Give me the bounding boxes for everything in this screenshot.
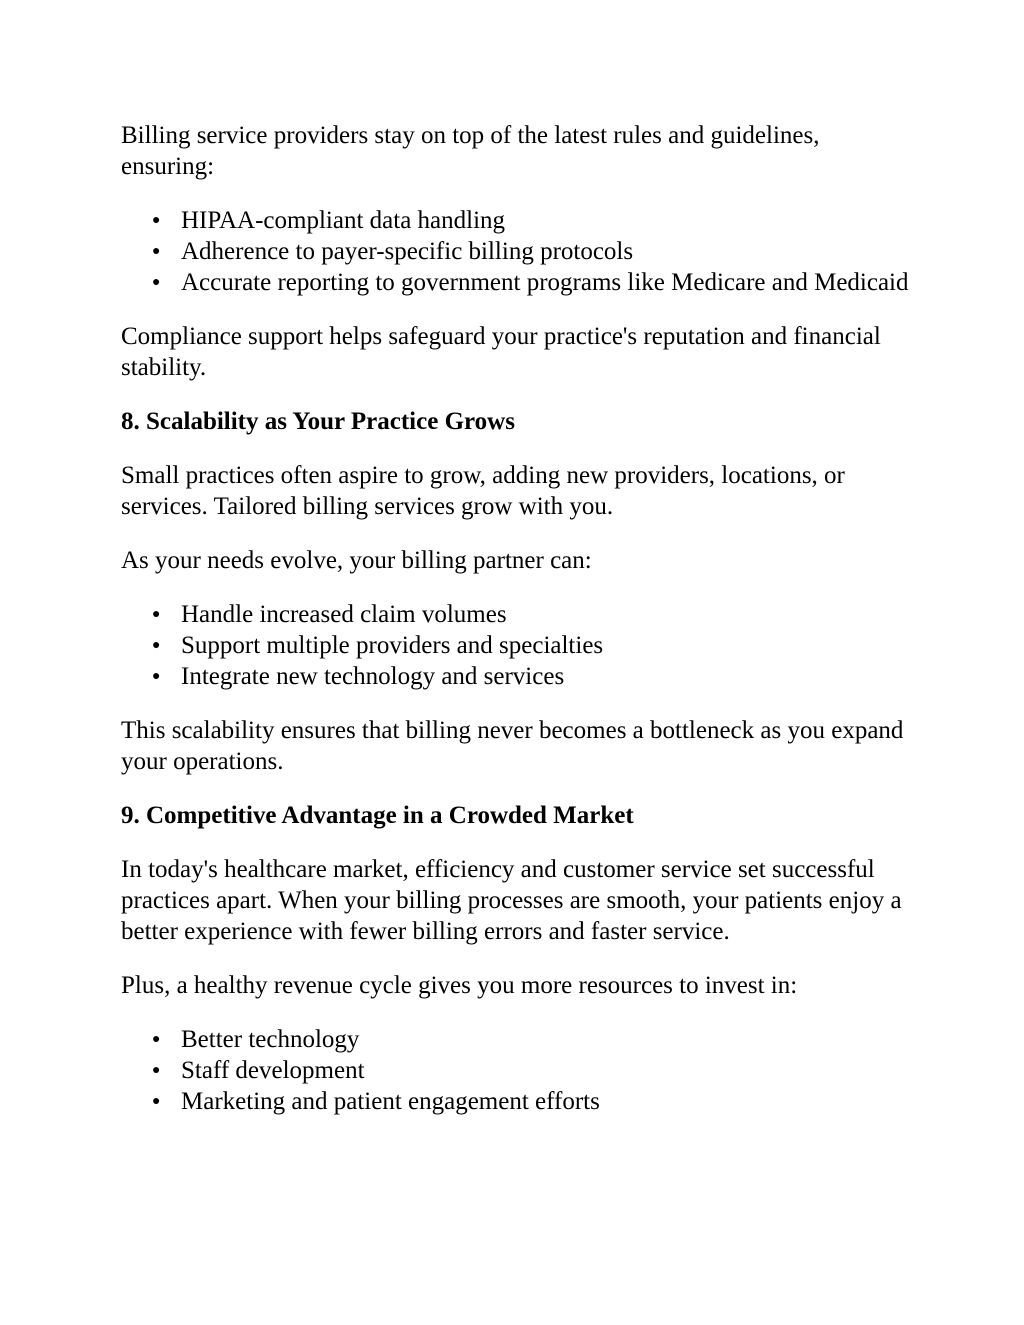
list-item — [152, 236, 911, 267]
list-item-text: Better technology — [181, 1026, 360, 1053]
scalability-list — [121, 599, 911, 692]
list-item-text: HIPAA-compliant data handling — [181, 207, 506, 234]
list-item — [152, 599, 911, 630]
heading-competitive: 9. Competitive Advantage in a Crowded Market — [121, 802, 634, 829]
list-item-text: Staff development — [181, 1057, 365, 1084]
paragraph-needs: As your needs evolve, your billing partner can: — [121, 547, 592, 574]
compliance-list — [121, 205, 911, 298]
list-item-text: Support multiple providers and specialties — [181, 632, 604, 659]
paragraph-compliance: Compliance support helps safeguard your practice's reputation and financial stability. — [121, 323, 881, 381]
paragraph-growth: Small practices often aspire to grow, adding new providers, locations, or services. Tailored billing services grow with you. — [121, 462, 845, 520]
list-item — [152, 1055, 911, 1086]
list-item — [152, 1086, 911, 1117]
list-item-text: Adherence to payer-specific billing protocols — [181, 238, 634, 265]
bullet-icon: ● — [152, 244, 161, 259]
bullet-icon: ● — [152, 1032, 161, 1047]
paragraph-invest: Plus, a healthy revenue cycle gives you more resources to invest in: — [121, 972, 798, 999]
bullet-icon: ● — [152, 607, 161, 622]
list-item-text: Accurate reporting to government programs like Medicare and Medicaid — [181, 269, 909, 296]
list-item-text: Marketing and patient engagement efforts — [181, 1088, 600, 1115]
bullet-icon: ● — [152, 1094, 161, 1109]
investment-list — [121, 1024, 911, 1117]
list-item — [152, 267, 911, 298]
paragraph-market: In today's healthcare market, efficiency and customer service set successful practices apart. When your billing processes are smooth, your patients enjoy a better experience with fewer billing errors and faster service. — [121, 856, 902, 945]
list-item — [152, 205, 911, 236]
bullet-icon: ● — [152, 1063, 161, 1078]
paragraph-intro: Billing service providers stay on top of the latest rules and guidelines, ensuring: — [121, 122, 820, 180]
bullet-icon: ● — [152, 213, 161, 228]
heading-scalability: 8. Scalability as Your Practice Grows — [121, 408, 515, 435]
list-item — [152, 630, 911, 661]
list-item-text: Handle increased claim volumes — [181, 601, 507, 628]
bullet-icon: ● — [152, 275, 161, 290]
bullet-icon: ● — [152, 638, 161, 653]
paragraph-bottleneck: This scalability ensures that billing never becomes a bottleneck as you expand your operations. — [121, 717, 904, 775]
list-item — [152, 661, 911, 692]
bullet-icon: ● — [152, 669, 161, 684]
list-item-text: Integrate new technology and services — [181, 663, 565, 690]
document-page — [121, 120, 911, 1140]
list-item — [152, 1024, 911, 1055]
